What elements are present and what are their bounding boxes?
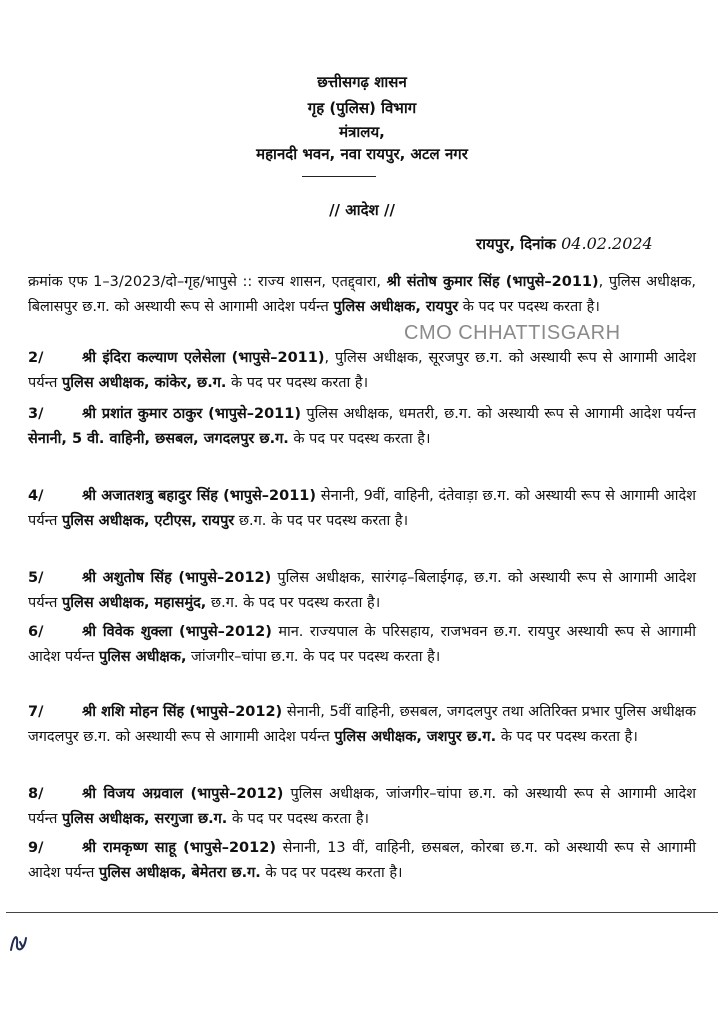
current-posting: पुलिस अधीक्षक, जांजगीर–चांपा छ.ग. को अस्थायी रूप से आगामी आदेश पर्यन्त xyxy=(28,786,697,827)
officer-name: श्री अजातशत्रु बहादुर सिंह (भापुसे–2011) xyxy=(82,488,317,504)
paragraph-number: 8/ xyxy=(28,786,44,802)
order-closing: छ.ग. के पद पर पदस्थ करता है। xyxy=(234,513,409,529)
officer-name: श्री विवेक शुक्ला (भापुसे–2012) xyxy=(82,624,272,640)
order-reference: क्रमांक एफ 1–3/2023/दो–गृह/भापुसे :: राज्य शासन, एतद्द्वारा, xyxy=(28,274,387,290)
new-posting: पुलिस अधीक्षक, xyxy=(98,649,187,665)
paragraph-number: 6/ xyxy=(28,624,44,640)
office-name: मंत्रालय, xyxy=(339,123,385,141)
office-address: महानदी भवन, नवा रायपुर, अटल नगर xyxy=(256,145,468,163)
current-posting: सेनानी, 5वीं वाहिनी, छसबल, जगदलपुर तथा अतिरिक्त प्रभार पुलिस अधीक्षक जगदलपुर छ.ग. को अस्थायी रूप से आगामी आदेश पर्यन्त xyxy=(28,704,696,745)
current-posting: , पुलिस अधीक्षक, बिलासपुर छ.ग. को अस्थायी रूप से आगामी आदेश पर्यन्त xyxy=(28,274,696,315)
order-paragraph-9 xyxy=(28,836,696,886)
order-paragraph-8 xyxy=(28,782,696,832)
new-posting: पुलिस अधीक्षक, कांकेर, छ.ग. xyxy=(62,375,227,391)
new-posting: पुलिस अधीक्षक, जशपुर छ.ग. xyxy=(334,729,497,745)
new-posting: पुलिस अधीक्षक, सरगुजा छ.ग. xyxy=(62,811,228,827)
officer-name: श्री प्रशांत कुमार ठाकुर (भापुसे–2011) xyxy=(82,406,301,422)
order-closing: के पद पर पदस्थ करता है। xyxy=(458,299,600,315)
officer-name: श्री संतोष कुमार सिंह (भापुसे–2011) xyxy=(386,274,599,290)
initials-mark xyxy=(8,930,30,963)
current-posting: सेनानी, 13 वीं, वाहिनी, छसबल, कोरबा छ.ग. को अस्थायी रूप से आगामी आदेश पर्यन्त xyxy=(28,840,697,881)
order-paragraph-2 xyxy=(28,346,696,396)
order-paragraph-5 xyxy=(28,566,696,616)
order-paragraph-4 xyxy=(28,484,696,534)
page-bottom-rule xyxy=(6,912,718,913)
dateline xyxy=(476,234,653,254)
new-posting: सेनानी, 5 वी. वाहिनी, छसबल, जगदलपुर छ.ग. xyxy=(28,431,289,447)
date-label: रायपुर, दिनांक xyxy=(476,235,556,253)
order-closing: के पद पर पदस्थ करता है। xyxy=(227,811,370,827)
current-posting: सेनानी, 9वीं, वाहिनी, दंतेवाड़ा छ.ग. को अस्थायी रूप से आगामी आदेश पर्यन्त xyxy=(28,488,696,529)
paragraph-number: 4/ xyxy=(28,488,44,504)
signature-squiggle-icon xyxy=(8,930,30,956)
order-closing: के पद पर पदस्थ करता है। xyxy=(226,375,369,391)
new-posting: पुलिस अधीक्षक, महासमुंद, xyxy=(62,595,207,611)
order-paragraph-7 xyxy=(28,700,696,750)
new-posting: पुलिस अधीक्षक, रायपुर xyxy=(333,299,459,315)
paragraph-number: 2/ xyxy=(28,350,44,366)
govt-name: छत्तीसगढ़ शासन xyxy=(317,73,407,91)
order-paragraph-1 xyxy=(28,270,696,320)
order-paragraph-6 xyxy=(28,620,696,670)
order-closing: के पद पर पदस्थ करता है। xyxy=(260,865,403,881)
order-paragraph-3 xyxy=(28,402,696,452)
paragraph-number: 5/ xyxy=(28,570,44,586)
order-closing: के पद पर पदस्थ करता है। xyxy=(496,729,638,745)
officer-name: श्री इंदिरा कल्याण एलेसेला (भापुसे–2011) xyxy=(82,350,325,366)
department-name: गृह (पुलिस) विभाग xyxy=(307,99,417,117)
current-posting: , पुलिस अधीक्षक, सूरजपुर छ.ग. को अस्थायी रूप से आगामी आदेश पर्यन्त xyxy=(28,350,696,391)
handwritten-date: 04.02.2024 xyxy=(561,234,653,253)
order-closing: छ.ग. के पद पर पदस्थ करता है। xyxy=(206,595,381,611)
order-title: // आदेश // xyxy=(329,201,395,219)
officer-name: श्री विजय अग्रवाल (भापुसे–2012) xyxy=(82,786,284,802)
order-closing: के पद पर पदस्थ करता है। xyxy=(288,431,431,447)
current-posting: पुलिस अधीक्षक, सारंगढ़–बिलाईगढ़, छ.ग. को अस्थायी रूप से आगामी आदेश पर्यन्त xyxy=(28,570,697,611)
order-closing: जांजगीर–चांपा छ.ग. के पद पर पदस्थ करता है। xyxy=(186,649,441,665)
officer-name: श्री रामकृष्ण साहू (भापुसे–2012) xyxy=(82,840,276,856)
current-posting: मान. राज्यपाल के परिसहाय, राजभवन छ.ग. रायपुर अस्थायी रूप से आगामी आदेश पर्यन्त xyxy=(28,624,696,665)
new-posting: पुलिस अधीक्षक, एटीएस, रायपुर xyxy=(62,513,235,529)
new-posting: पुलिस अधीक्षक, बेमेतरा छ.ग. xyxy=(98,865,261,881)
watermark: CMO CHHATTISGARH xyxy=(404,322,621,344)
officer-name: श्री अशुतोष सिंह (भापुसे–2012) xyxy=(82,570,272,586)
paragraph-number: 9/ xyxy=(28,840,44,856)
officer-name: श्री शशि मोहन सिंह (भापुसे–2012) xyxy=(82,704,283,720)
paragraph-number: 3/ xyxy=(28,406,44,422)
header-divider xyxy=(302,176,376,177)
current-posting: पुलिस अधीक्षक, धमतरी, छ.ग. को अस्थायी रूप से आगामी आदेश पर्यन्त xyxy=(300,406,696,422)
paragraph-number: 7/ xyxy=(28,704,44,720)
